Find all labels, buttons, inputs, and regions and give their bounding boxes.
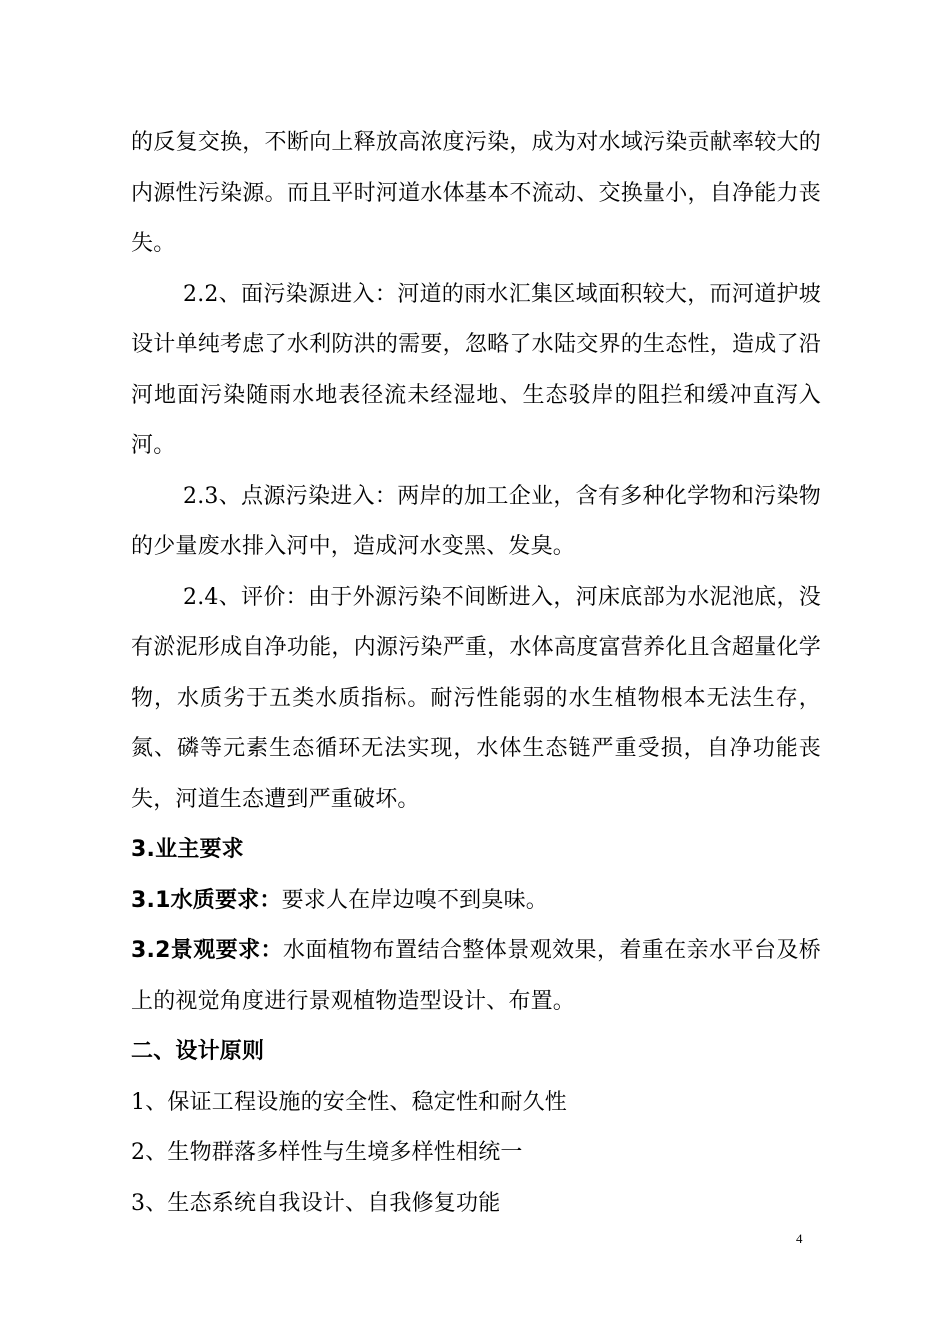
design-principles-title: 二、设计原则 — [131, 1039, 265, 1064]
principle-item-1: 1、保证工程设施的安全性、稳定性和耐久性 — [131, 1089, 567, 1115]
paragraph-evaluation: 2.4、评价：由于外源污染不间断进入，河床底部为水泥池底，没有淤泥形成自净功能，内源污染严重，水体高度富营养化且含超量化学物，水质劣于五类水质指标。耐污性能弱的水生植物根本无法生存，氮、磷等元素生态循环无法实现，水体生态链严重受损，自净功能丧失，河道生态遭到严重破坏。 — [131, 584, 821, 812]
paragraph-internal-pollution: 的反复交换，不断向上释放高浓度污染，成为对水域污染贡献率较大的内源性污染源。而且平时河道水体基本不流动、交换量小，自净能力丧失。 — [131, 130, 821, 256]
principle-item-2: 2、生物群落多样性与生境多样性相统一 — [131, 1140, 523, 1165]
paragraph-point-source: 2.3、点源污染进入：两岸的加工企业，含有多种化学物和污染物的少量废水排入河中，造成河水变黑、发臭。 — [131, 483, 821, 559]
landscape-text: 水面植物布置结合整体景观效果，着重在亲水平台及桥上的视觉角度进行景观植物造型设计、布置。 — [131, 938, 821, 1014]
water-quality-requirement — [131, 876, 821, 927]
water-quality-label: 3.1水质要求： — [131, 887, 282, 913]
principle-item-3: 3、生态系统自我设计、自我修复功能 — [131, 1190, 501, 1216]
section-owner-requirements-title: 3.业主要求 — [131, 837, 244, 862]
page-number: 4 — [796, 1231, 803, 1246]
water-quality-text: 要求人在岸边嗅不到臭味。 — [281, 887, 548, 913]
paragraph-non-point-source: 2.2、面污染源进入：河道的雨水汇集区域面积较大，而河道护坡设计单纯考虑了水利防洪的需要，忽略了水陆交界的生态性，造成了沿河地面污染随雨水地表径流未经湿地、生态驳岸的阻拦和缓冲直泻入河。 — [131, 281, 821, 458]
page-content — [131, 118, 821, 1229]
landscape-label: 3.2景观要求： — [131, 938, 283, 963]
landscape-requirement — [131, 926, 821, 1027]
